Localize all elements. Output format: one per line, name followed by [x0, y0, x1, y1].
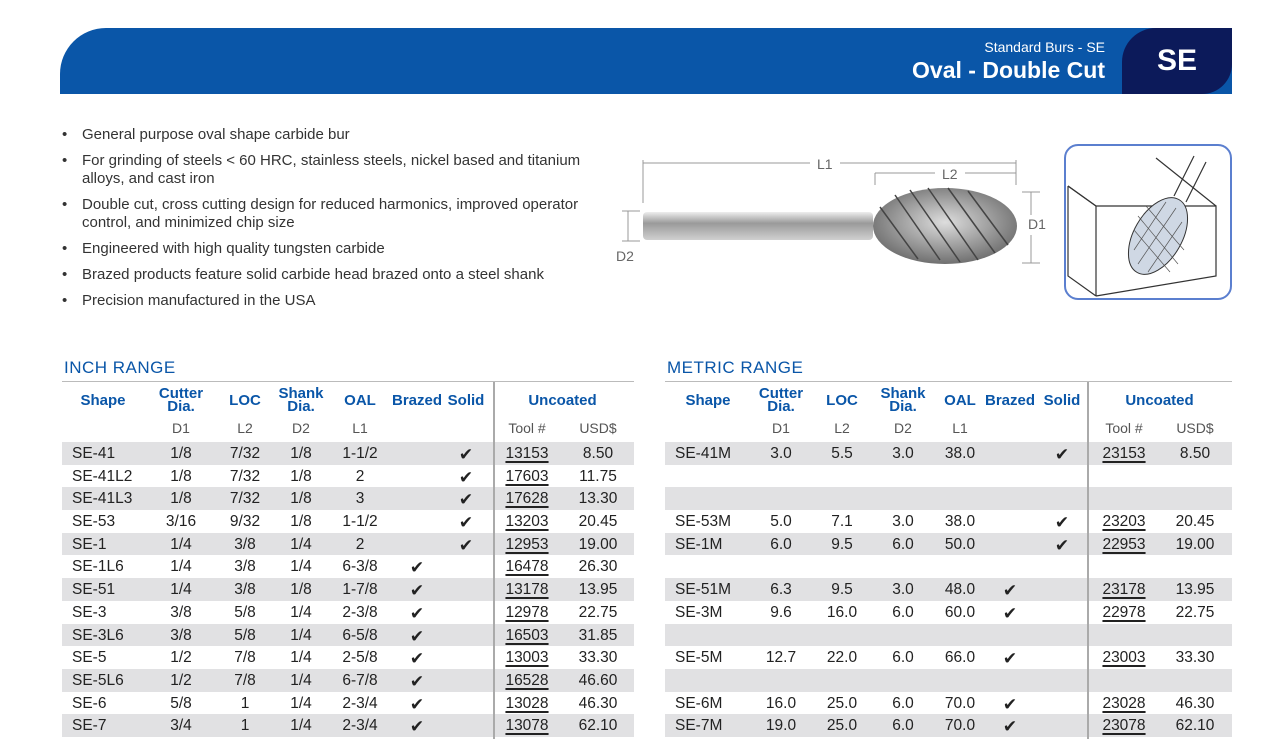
shape-cell: SE-7: [72, 717, 107, 735]
brazed-check-icon: ✔: [1002, 581, 1018, 601]
loc-cell: 22.0: [826, 649, 858, 667]
shank-dia-cell: 3.0: [892, 445, 914, 462]
brazed-check-icon: ✔: [409, 649, 425, 669]
cutter-dia-cell: 1/4: [170, 535, 192, 553]
tool-number-cell[interactable]: 13028: [505, 694, 549, 712]
oal-cell: 2-3/4: [342, 694, 378, 712]
table-row: [62, 555, 634, 578]
price-cell: 8.50: [582, 445, 614, 462]
col-shank-header: Shank: [880, 385, 926, 402]
table-header: [62, 382, 634, 442]
oal-cell: 2: [355, 467, 365, 485]
shape-cell: SE-1: [72, 535, 107, 553]
oal-cell: 38.0: [944, 445, 976, 462]
tool-number-cell[interactable]: 17628: [505, 490, 549, 508]
table-row: [62, 669, 634, 692]
shank-dia-cell: 1/4: [290, 535, 312, 553]
table-row: [62, 578, 634, 601]
table-row: [665, 669, 1232, 692]
tool-number-cell[interactable]: 23203: [1102, 513, 1146, 531]
bur-dimension-diagram: [610, 145, 1050, 275]
brazed-check-icon: ✔: [409, 603, 425, 623]
col-uncoated-header: Uncoated: [528, 392, 597, 409]
d1-label: D1: [1028, 216, 1046, 232]
price-cell: 62.10: [1175, 717, 1215, 735]
cutter-dia-cell: 1/4: [170, 581, 192, 599]
oal-cell: 66.0: [944, 649, 976, 667]
price-cell: 13.30: [578, 490, 618, 508]
col-d1-sub: D1: [772, 420, 790, 436]
solid-check-icon: ✔: [458, 467, 474, 487]
table-row: [62, 442, 634, 465]
tool-number-cell[interactable]: 16503: [505, 626, 549, 644]
shape-cell: SE-5L6: [72, 671, 124, 689]
shank-dia-cell: 3.0: [892, 581, 914, 599]
tool-number-cell[interactable]: 17603: [505, 467, 549, 485]
price-cell: 33.30: [1175, 649, 1215, 667]
col-usd-sub: USD$: [579, 420, 617, 436]
col-l1-sub: L1: [952, 420, 968, 436]
cutter-dia-cell: 3.0: [770, 445, 792, 462]
cutter-dia-cell: 1/2: [170, 649, 192, 667]
col-uncoated-header: Uncoated: [1125, 392, 1194, 409]
table-row: [62, 487, 634, 510]
col-d2-sub: D2: [894, 420, 912, 436]
tool-number-cell[interactable]: 13203: [505, 513, 549, 531]
inch-range-table: [62, 381, 634, 737]
loc-cell: 9.5: [831, 535, 853, 553]
tool-number-cell[interactable]: 16478: [505, 558, 549, 576]
tool-number-cell[interactable]: 23003: [1102, 649, 1146, 667]
tool-number-cell[interactable]: 23178: [1102, 581, 1146, 599]
brazed-check-icon: ✔: [1002, 717, 1018, 737]
shank-dia-cell: 1/4: [290, 603, 312, 621]
shape-cell: SE-41: [72, 445, 116, 462]
shape-cell: SE-5M: [675, 649, 723, 667]
loc-cell: 7/32: [229, 445, 261, 462]
solid-check-icon: ✔: [1054, 535, 1070, 555]
shank-dia-cell: 6.0: [892, 603, 914, 621]
shape-cell: SE-53: [72, 513, 116, 531]
d2-label: D2: [616, 248, 634, 264]
col-l1-sub: L1: [352, 420, 368, 436]
table-row: [665, 442, 1232, 465]
table-row: [62, 601, 634, 624]
loc-cell: 7.1: [831, 513, 853, 531]
brazed-check-icon: ✔: [409, 694, 425, 714]
col-brazed-header: Brazed: [391, 392, 443, 409]
col-loc-header: LOC: [826, 392, 858, 409]
metric-range-title: METRIC RANGE: [667, 358, 804, 377]
brazed-check-icon: ✔: [409, 671, 425, 691]
loc-cell: 9/32: [229, 513, 261, 531]
shank-dia-cell: 1/4: [290, 558, 312, 576]
col-tool-sub: Tool #: [1105, 420, 1143, 436]
col-d1-sub: D1: [172, 420, 190, 436]
tool-number-cell[interactable]: 13178: [505, 581, 549, 599]
cutter-dia-cell: 6.3: [770, 581, 792, 599]
solid-check-icon: ✔: [458, 535, 474, 555]
price-cell: 13.95: [1175, 581, 1215, 599]
table-row: [62, 692, 634, 715]
cutter-dia-cell: 19.0: [765, 717, 797, 735]
col-cutter-dia-header: Dia.: [167, 398, 195, 415]
header-subtitle: Standard Burs - SE: [984, 39, 1105, 55]
cutter-dia-cell: 3/8: [170, 603, 192, 621]
tool-number-cell[interactable]: 16528: [505, 671, 549, 689]
price-cell: 46.30: [578, 694, 618, 712]
col-solid-header: Solid: [1043, 392, 1081, 409]
price-cell: 11.75: [579, 467, 617, 485]
cutter-dia-cell: 5/8: [170, 694, 192, 712]
brazed-check-icon: ✔: [1002, 603, 1018, 623]
table-row: [62, 714, 634, 737]
column-divider: [493, 382, 495, 739]
shape-cell: SE-1M: [675, 535, 723, 553]
col-shank-dia-header: Dia.: [889, 398, 917, 415]
brazed-check-icon: ✔: [409, 717, 425, 737]
price-cell: 19.00: [1175, 535, 1215, 553]
loc-cell: 1: [240, 717, 250, 735]
feature-item: • General purpose oval shape carbide bur: [62, 126, 602, 144]
table-row: [665, 578, 1232, 601]
shank-dia-cell: 1/8: [290, 445, 312, 462]
price-cell: 33.30: [578, 649, 618, 667]
shank-dia-cell: 6.0: [892, 694, 914, 712]
cutter-dia-cell: 3/16: [165, 513, 197, 531]
oal-cell: 48.0: [944, 581, 976, 599]
solid-check-icon: ✔: [458, 445, 474, 464]
price-cell: 62.10: [578, 717, 618, 735]
col-cutter-header: Cutter: [158, 385, 204, 402]
shank-dia-cell: 6.0: [892, 717, 914, 735]
loc-cell: 5/8: [234, 626, 256, 644]
oal-cell: 38.0: [944, 513, 976, 531]
price-cell: 20.45: [578, 513, 618, 531]
price-cell: 26.30: [578, 558, 618, 576]
shank-dia-cell: 1/8: [290, 467, 312, 485]
oal-cell: 6-3/8: [342, 558, 378, 576]
table-row: [665, 533, 1232, 556]
solid-check-icon: ✔: [458, 513, 474, 533]
loc-cell: 3/8: [234, 535, 256, 553]
col-shape-header: Shape: [80, 392, 126, 409]
cutter-dia-cell: 3/4: [170, 717, 192, 735]
loc-cell: 25.0: [826, 717, 858, 735]
price-cell: 20.45: [1175, 513, 1215, 531]
col-cutter-header: Cutter: [758, 385, 804, 402]
oal-cell: 2: [355, 535, 365, 553]
table-row: [665, 692, 1232, 715]
shape-cell: SE-5: [72, 649, 107, 667]
solid-check-icon: ✔: [1054, 513, 1070, 533]
brazed-check-icon: ✔: [409, 626, 425, 646]
shank-dia-cell: 6.0: [892, 649, 914, 667]
table-row: [62, 624, 634, 647]
feature-item: • Precision manufactured in the USA: [62, 292, 602, 310]
feature-item: • Engineered with high quality tungsten carbide: [62, 240, 602, 258]
price-cell: 13.95: [578, 581, 618, 599]
table-row: [665, 624, 1232, 647]
shank-dia-cell: 6.0: [892, 535, 914, 553]
cutter-dia-cell: 1/2: [170, 671, 192, 689]
table-row: [665, 487, 1232, 510]
loc-cell: 7/32: [229, 467, 261, 485]
feature-item: • For grinding of steels < 60 HRC, stainless steels, nickel based and titanium alloys, and cast iron: [62, 152, 602, 188]
l2-label: L2: [942, 166, 958, 182]
shank-dia-cell: 1/8: [290, 513, 312, 531]
shank-dia-cell: 1/4: [290, 694, 312, 712]
col-l2-sub: L2: [834, 420, 850, 436]
shape-cell: SE-3L6: [72, 626, 124, 644]
shape-cell: SE-41M: [675, 445, 731, 462]
brazed-check-icon: ✔: [409, 558, 425, 578]
price-cell: 46.60: [578, 671, 618, 689]
cutter-dia-cell: 1/8: [170, 490, 192, 508]
col-oal-header: OAL: [944, 392, 976, 409]
shape-cell: SE-3: [72, 603, 107, 621]
shape-cell: SE-6M: [675, 694, 723, 712]
cutter-dia-cell: 6.0: [770, 535, 792, 553]
oal-cell: 2-5/8: [342, 649, 378, 667]
shank-dia-cell: 1/4: [290, 671, 312, 689]
loc-cell: 5.5: [831, 445, 853, 462]
feature-item: • Double cut, cross cutting design for reduced harmonics, improved operator control, and minimized chip size: [62, 196, 602, 232]
col-solid-header: Solid: [447, 392, 485, 409]
price-cell: 31.85: [578, 626, 618, 644]
shape-cell: SE-53M: [675, 513, 731, 531]
table-row: [62, 533, 634, 556]
oal-cell: 60.0: [944, 603, 976, 621]
oal-cell: 6-5/8: [342, 626, 378, 644]
tool-number-cell[interactable]: 12953: [505, 535, 549, 553]
col-l2-sub: L2: [237, 420, 253, 436]
inch-range-title: INCH RANGE: [64, 358, 176, 377]
col-d2-sub: D2: [292, 420, 310, 436]
tool-number-cell[interactable]: 23078: [1102, 717, 1146, 735]
col-tool-sub: Tool #: [508, 420, 546, 436]
solid-check-icon: ✔: [458, 490, 474, 510]
cutter-dia-cell: 5.0: [770, 513, 792, 531]
cutter-dia-cell: 16.0: [765, 694, 797, 712]
loc-cell: 3/8: [234, 558, 256, 576]
shape-cell: SE-41L2: [72, 467, 133, 485]
price-cell: 19.00: [578, 535, 618, 553]
shape-cell: SE-6: [72, 694, 107, 712]
col-cutter-dia-header: Dia.: [767, 398, 795, 415]
brazed-check-icon: ✔: [409, 581, 425, 601]
application-illustration: [1064, 144, 1232, 300]
col-shape-header: Shape: [685, 392, 731, 409]
table-row: [665, 646, 1232, 669]
table-row: [665, 465, 1232, 488]
loc-cell: 25.0: [826, 694, 858, 712]
shank-dia-cell: 3.0: [892, 513, 914, 531]
shank-dia-cell: 1/4: [290, 717, 312, 735]
oal-cell: 70.0: [944, 717, 976, 735]
table-row: [665, 555, 1232, 578]
tool-number-cell[interactable]: 23028: [1102, 694, 1146, 712]
tool-number-cell[interactable]: 13153: [505, 445, 549, 462]
bur-in-workpiece-icon: [1066, 146, 1230, 298]
loc-cell: 7/8: [234, 649, 256, 667]
loc-cell: 7/32: [229, 490, 261, 508]
oal-cell: 1-7/8: [342, 581, 378, 599]
shape-cell: SE-7M: [675, 717, 723, 735]
loc-cell: 9.5: [831, 581, 853, 599]
loc-cell: 1: [240, 694, 250, 712]
tool-number-cell[interactable]: 23153: [1102, 445, 1146, 462]
brazed-check-icon: ✔: [1002, 694, 1018, 714]
brazed-check-icon: ✔: [1002, 649, 1018, 669]
l1-label: L1: [817, 156, 833, 172]
oal-cell: 1-1/2: [342, 513, 378, 531]
tool-number-cell[interactable]: 22978: [1102, 603, 1146, 621]
shape-cell: SE-3M: [675, 603, 723, 621]
shank-dia-cell: 1/8: [290, 490, 312, 508]
feature-item: • Brazed products feature solid carbide head brazed onto a steel shank: [62, 266, 602, 284]
oal-cell: 2-3/8: [342, 603, 378, 621]
table-header: [665, 382, 1232, 442]
loc-cell: 7/8: [234, 671, 256, 689]
price-cell: 22.75: [578, 603, 618, 621]
col-usd-sub: USD$: [1176, 420, 1214, 436]
col-shank-header: Shank: [278, 385, 324, 402]
table-row: [665, 601, 1232, 624]
table-row: [62, 646, 634, 669]
shank-dia-cell: 1/4: [290, 649, 312, 667]
oal-cell: 1-1/2: [342, 445, 378, 462]
loc-cell: 16.0: [826, 603, 858, 621]
tool-number-cell[interactable]: 22953: [1102, 535, 1146, 553]
cutter-dia-cell: 9.6: [770, 603, 792, 621]
oal-cell: 70.0: [944, 694, 976, 712]
table-row: [62, 465, 634, 488]
tool-number-cell[interactable]: 13078: [505, 717, 549, 735]
table-row: [665, 510, 1232, 533]
table-row: [665, 714, 1232, 737]
solid-check-icon: ✔: [1054, 445, 1070, 464]
col-brazed-header: Brazed: [984, 392, 1036, 409]
oal-cell: 6-7/8: [342, 671, 378, 689]
cutter-dia-cell: 1/8: [170, 467, 192, 485]
loc-cell: 3/8: [234, 581, 256, 599]
cutter-dia-cell: 3/8: [170, 626, 192, 644]
cutter-dia-cell: 1/4: [170, 558, 192, 576]
metric-range-table: [665, 381, 1232, 737]
shape-cell: SE-51M: [675, 581, 731, 599]
col-shank-dia-header: Dia.: [287, 398, 315, 415]
header-title: Oval - Double Cut: [912, 57, 1105, 83]
oal-cell: 2-3/4: [342, 717, 378, 735]
loc-cell: 5/8: [234, 603, 256, 621]
shape-code-badge: SE: [1122, 28, 1232, 94]
col-loc-header: LOC: [229, 392, 261, 409]
oal-cell: 3: [355, 490, 365, 508]
tool-number-cell[interactable]: 12978: [505, 603, 549, 621]
shape-cell: SE-51: [72, 581, 116, 599]
cutter-dia-cell: 12.7: [765, 649, 797, 667]
shape-cell: SE-41L3: [72, 490, 133, 508]
shape-cell: SE-1L6: [72, 558, 124, 576]
header-banner: [60, 28, 1232, 94]
column-divider: [1087, 382, 1089, 739]
oal-cell: 50.0: [944, 535, 976, 553]
price-cell: 46.30: [1175, 694, 1215, 712]
price-cell: 22.75: [1175, 603, 1215, 621]
shank-dia-cell: 1/4: [290, 626, 312, 644]
price-cell: 8.50: [1179, 445, 1211, 462]
shank-dia-cell: 1/8: [290, 581, 312, 599]
table-row: [62, 510, 634, 533]
feature-list: [62, 126, 602, 318]
col-oal-header: OAL: [344, 392, 376, 409]
tool-number-cell[interactable]: 13003: [505, 649, 549, 667]
cutter-dia-cell: 1/8: [170, 445, 192, 462]
